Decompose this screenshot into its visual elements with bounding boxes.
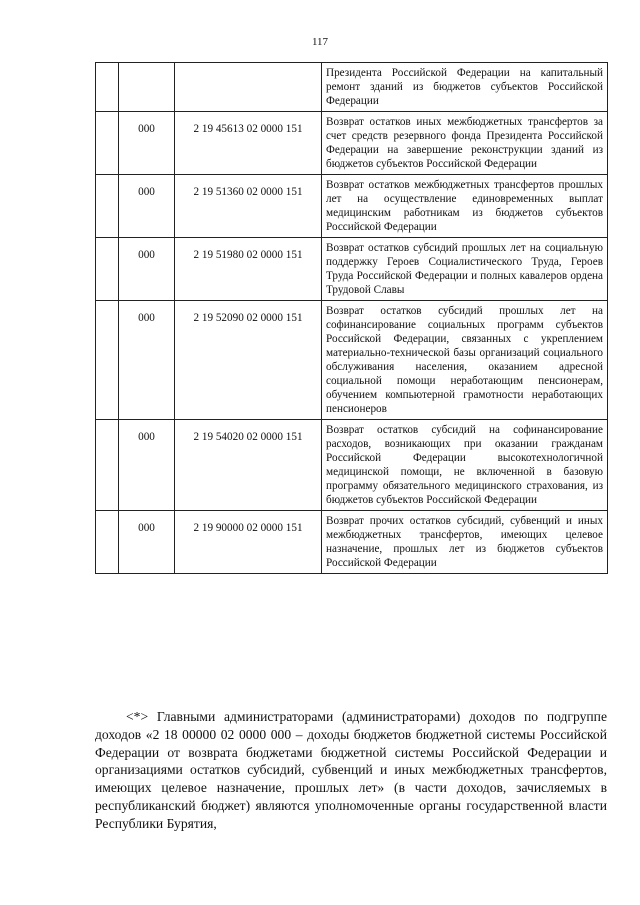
footnote-paragraph: <*> Главными администраторами (администраторами) доходов по подгруппе доходов «2 18 00000 02 0000 000 – доходы бюджетов бюджетной системы Российской Федерации от возврата бюджетами бюджетной системы Российской Федерации и организациями остатков субсидий, субвенций и иных межбюджетных трансфертов, имеющих целевое назначение, прошлых лет» (в части доходов, зачисляемых в республиканский бюджет) являются уполномоченные органы государственной власти Республики Бурятия, [95,709,607,831]
table-row [96,420,608,511]
income-code-cell: 2 19 90000 02 0000 151 [175,511,322,574]
admin-code-cell [119,63,175,112]
table-row [96,63,608,112]
table-row [96,238,608,301]
empty-cell [96,112,119,175]
description-cell: Возврат остатков субсидий на софинансирование расходов, возникающих при оказании гражданам Российской Федерации высокотехнологичной медицинской помощи, не включенной в базовую программу обязательного медицинского страхования, из бюджетов субъектов Российской Федерации [322,420,608,511]
admin-code-cell: 000 [119,175,175,238]
description-cell: Возврат остатков субсидий прошлых лет на социальную поддержку Героев Социалистического Труда, Героев Труда Российской Федерации и полных кавалеров ордена Трудовой Славы [322,238,608,301]
empty-cell [96,301,119,420]
empty-cell [96,511,119,574]
description-cell: Возврат остатков иных межбюджетных трансфертов за счет средств резервного фонда Президента Российской Федерации на завершение реконструкции зданий из бюджетов субъектов Российской Федерации [322,112,608,175]
empty-cell [96,175,119,238]
table-row [96,301,608,420]
empty-cell [96,238,119,301]
admin-code-cell: 000 [119,112,175,175]
income-code-cell: 2 19 51980 02 0000 151 [175,238,322,301]
income-code-cell: 2 19 52090 02 0000 151 [175,301,322,420]
description-cell: Возврат остатков межбюджетных трансфертов прошлых лет на осуществление единовременных выплат медицинским работникам из бюджетов субъектов Российской Федерации [322,175,608,238]
income-code-cell [175,63,322,112]
admin-code-cell: 000 [119,238,175,301]
income-codes-table [95,62,608,574]
table-row [96,112,608,175]
table-row [96,175,608,238]
income-code-cell: 2 19 51360 02 0000 151 [175,175,322,238]
income-code-cell: 2 19 45613 02 0000 151 [175,112,322,175]
admin-code-cell: 000 [119,420,175,511]
empty-cell [96,63,119,112]
description-cell: Президента Российской Федерации на капитальный ремонт зданий из бюджетов субъектов Российской Федерации [322,63,608,112]
admin-code-cell: 000 [119,301,175,420]
table-row [96,511,608,574]
page-number: 117 [311,36,329,48]
description-cell: Возврат остатков субсидий прошлых лет на софинансирование социальных программ субъектов Российской Федерации, связанных с укреплением материально-технической базы организаций социального обслуживания населения, оказанием адресной социальной помощи неработающим пенсионерам, обучением компьютерной грамотности неработающих пенсионеров [322,301,608,420]
description-cell: Возврат прочих остатков субсидий, субвенций и иных межбюджетных трансфертов, имеющих целевое назначение, прошлых лет из бюджетов субъектов Российской Федерации [322,511,608,574]
admin-code-cell: 000 [119,511,175,574]
income-code-cell: 2 19 54020 02 0000 151 [175,420,322,511]
empty-cell [96,420,119,511]
